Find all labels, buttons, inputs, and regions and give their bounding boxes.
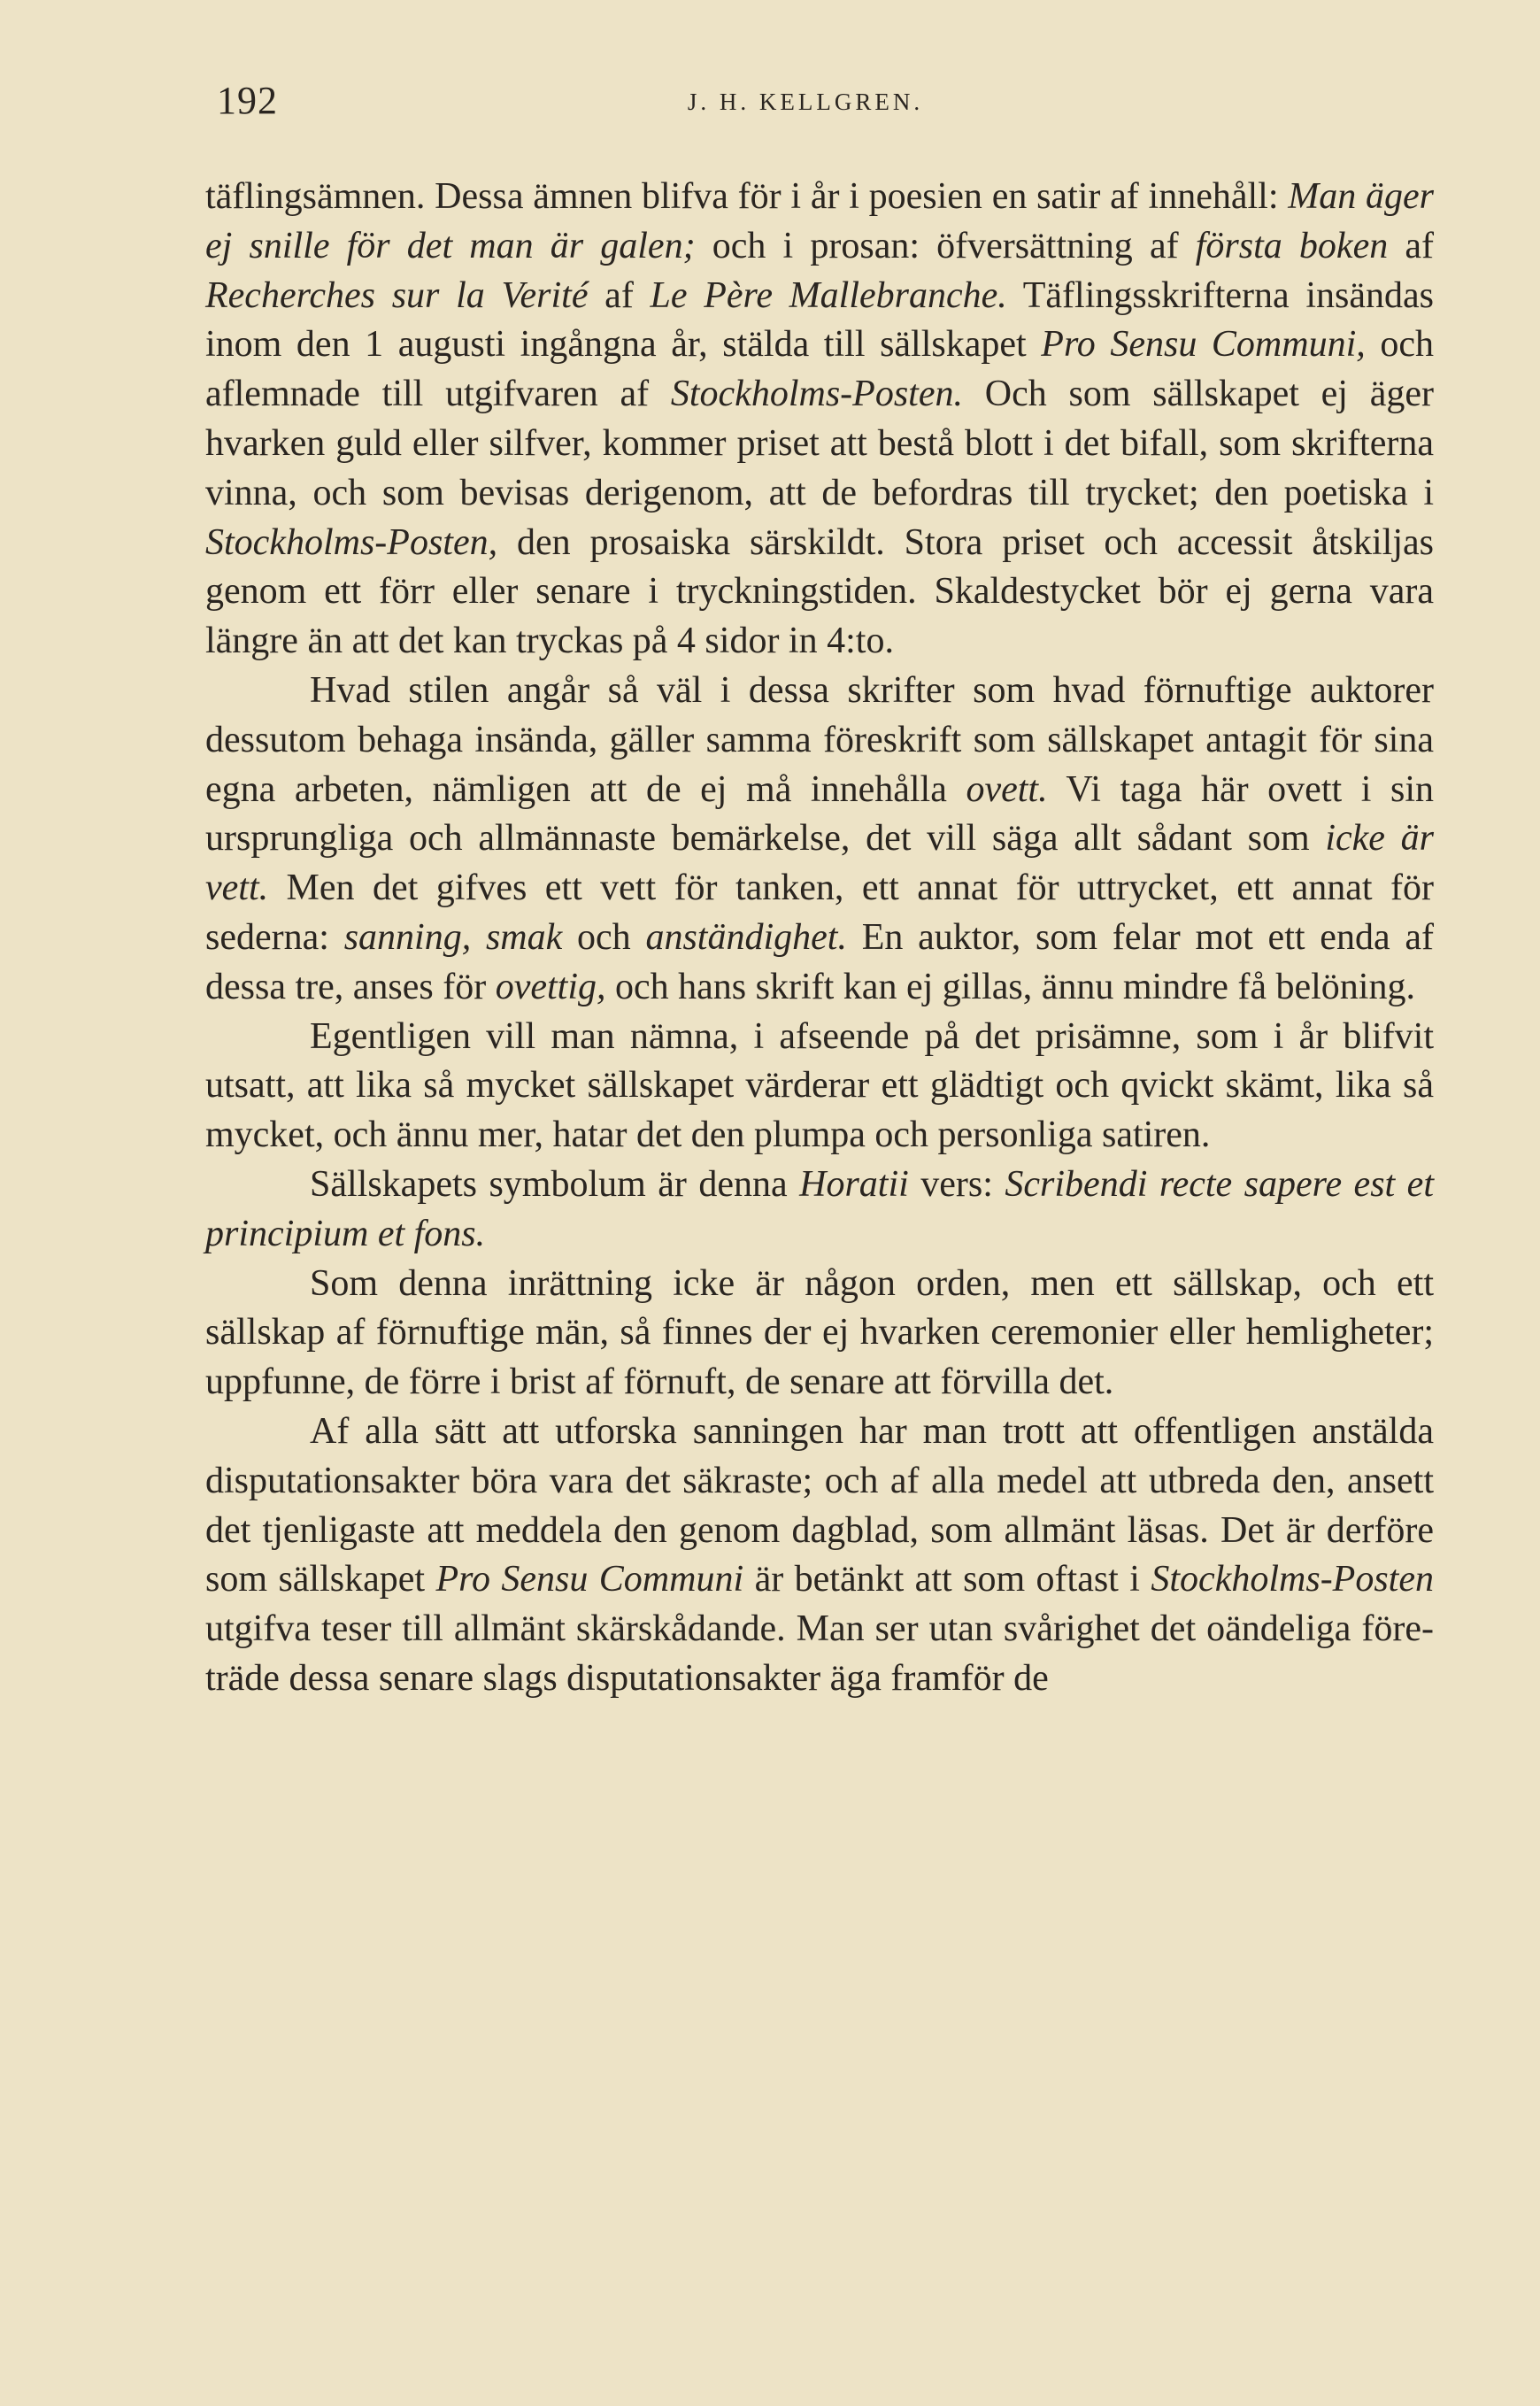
italic-text: anständighet. — [645, 916, 847, 958]
italic-text: sanning, smak — [343, 916, 563, 958]
text-run: af — [1388, 225, 1435, 266]
italic-text: Stockholms-Posten, — [205, 521, 498, 563]
text-run: Och som sällskapet ej äger hvarken guld eller silfver, kommer priset att bestå blott i det bifall, som skrifterna vinna, och som bevisas derigenom, att de befordras till trycket; den poetiska i — [205, 374, 1435, 513]
italic-text: första boken — [1195, 225, 1389, 266]
italic-text: Stockholms-Posten — [1151, 1559, 1434, 1600]
text-run: utgifva teser till allmänt skärskådande. Man ser utan svårighet det oändeliga företräde dessa senare slags disputationsakter äga framför de — [205, 1608, 1434, 1699]
paragraph — [205, 667, 1434, 1013]
italic-text: Recherches sur la Verité — [205, 274, 589, 316]
italic-text: Man äger ej snille för det man är galen; — [205, 176, 1434, 266]
italic-text: Pro Sensu Communi — [435, 1559, 744, 1600]
text-run: Vi taga här ovett i sin ursprungliga och allmännaste bemärkelse, det vill säga allt sådant som — [205, 768, 1435, 860]
text-run: vers: — [908, 1163, 1005, 1205]
italic-text: Horatii — [799, 1163, 909, 1205]
text-run: den prosaiska särskildt. Stora priset och accessit åtskiljas genom ett förr eller senare i tryckningstiden. Skaldestycket bör ej gerna vara längre än att det kan tryckas på 4 sidor in 4:to. — [205, 521, 1434, 662]
text-run: Men det gifves ett vett för tanken, ett annat för uttrycket, ett annat för sederna: — [205, 868, 1434, 958]
paragraph — [205, 1013, 1434, 1161]
text-run: Af alla sätt att utforska sanningen har man trott att offentligen anstälda disputationsakter böra vara det säkraste; och af alla medel att utbreda den, ansett det tjenligaste att meddela den genom dagblad, som allmänt läsas. Det är derföre som sällskapet — [205, 1410, 1434, 1600]
text-run: Egentligen vill man nämna, i afseende på det prisämne, som i år blifvit utsatt, att lika så mycket sällskapet värderar ett glädtigt och qvickt skämt, lika så mycket, och ännu mer, hatar det den plumpa och personliga satiren. — [205, 1015, 1434, 1156]
text-run: af — [588, 274, 651, 316]
body-text — [205, 173, 1434, 1704]
text-run: och aflemnade till utgifvaren af — [205, 324, 1434, 415]
text-run: Sällskapets symbolum är denna — [310, 1163, 800, 1205]
running-head: J. H. KELLGREN. — [687, 89, 924, 115]
paragraph — [205, 173, 1434, 667]
italic-text: icke är vett. — [205, 818, 1434, 909]
italic-text: Le Père Mallebranche. — [650, 274, 1007, 316]
italic-text: Pro Sensu Communi, — [1041, 324, 1366, 366]
text-run: Täflingsskrifterna insändas inom den 1 augusti ingångna år, stälda till sällskapet — [205, 274, 1434, 366]
text-run: Hvad stilen angår så väl i dessa skrifter som hvad förnuftige auktorer dessutom behaga insända, gäller samma föreskrift som sällskapet antagit för sina egna arbeten, nämligen att de ej må innehålla — [205, 669, 1434, 810]
page-header — [212, 78, 1434, 122]
paragraph — [205, 1407, 1434, 1704]
text-run: och hans skrift kan ej gillas, ännu mindre få belöning. — [605, 966, 1415, 1007]
paragraph — [205, 1260, 1434, 1407]
italic-text: ovettig, — [495, 966, 606, 1007]
text-run: täflingsämnen. Dessa ämnen blifva för i år i poesien en satir af innehåll: — [205, 176, 1289, 217]
paragraph — [205, 1161, 1434, 1260]
italic-text: Stockholms-Posten. — [670, 374, 963, 415]
text-run: är betänkt att som oftast i — [743, 1559, 1151, 1600]
text-run: och — [562, 916, 646, 958]
italic-text: ovett. — [966, 768, 1048, 810]
page-number: 192 — [217, 79, 278, 122]
text-run: Som denna inrättning icke är någon orden, men ett sällskap, och ett sällskap af förnuftige män, så finnes der ej hvarken ceremonier eller hemligheter; uppfunne, de förre i brist af förnuft, de senare att förvilla det. — [205, 1262, 1434, 1403]
text-run: och i prosan: öfversättning af — [695, 225, 1196, 266]
italic-text: Scribendi recte sapere est et principium et fons. — [205, 1163, 1434, 1254]
text-run: En auktor, som felar mot ett enda af dessa tre, anses för — [205, 916, 1434, 1007]
